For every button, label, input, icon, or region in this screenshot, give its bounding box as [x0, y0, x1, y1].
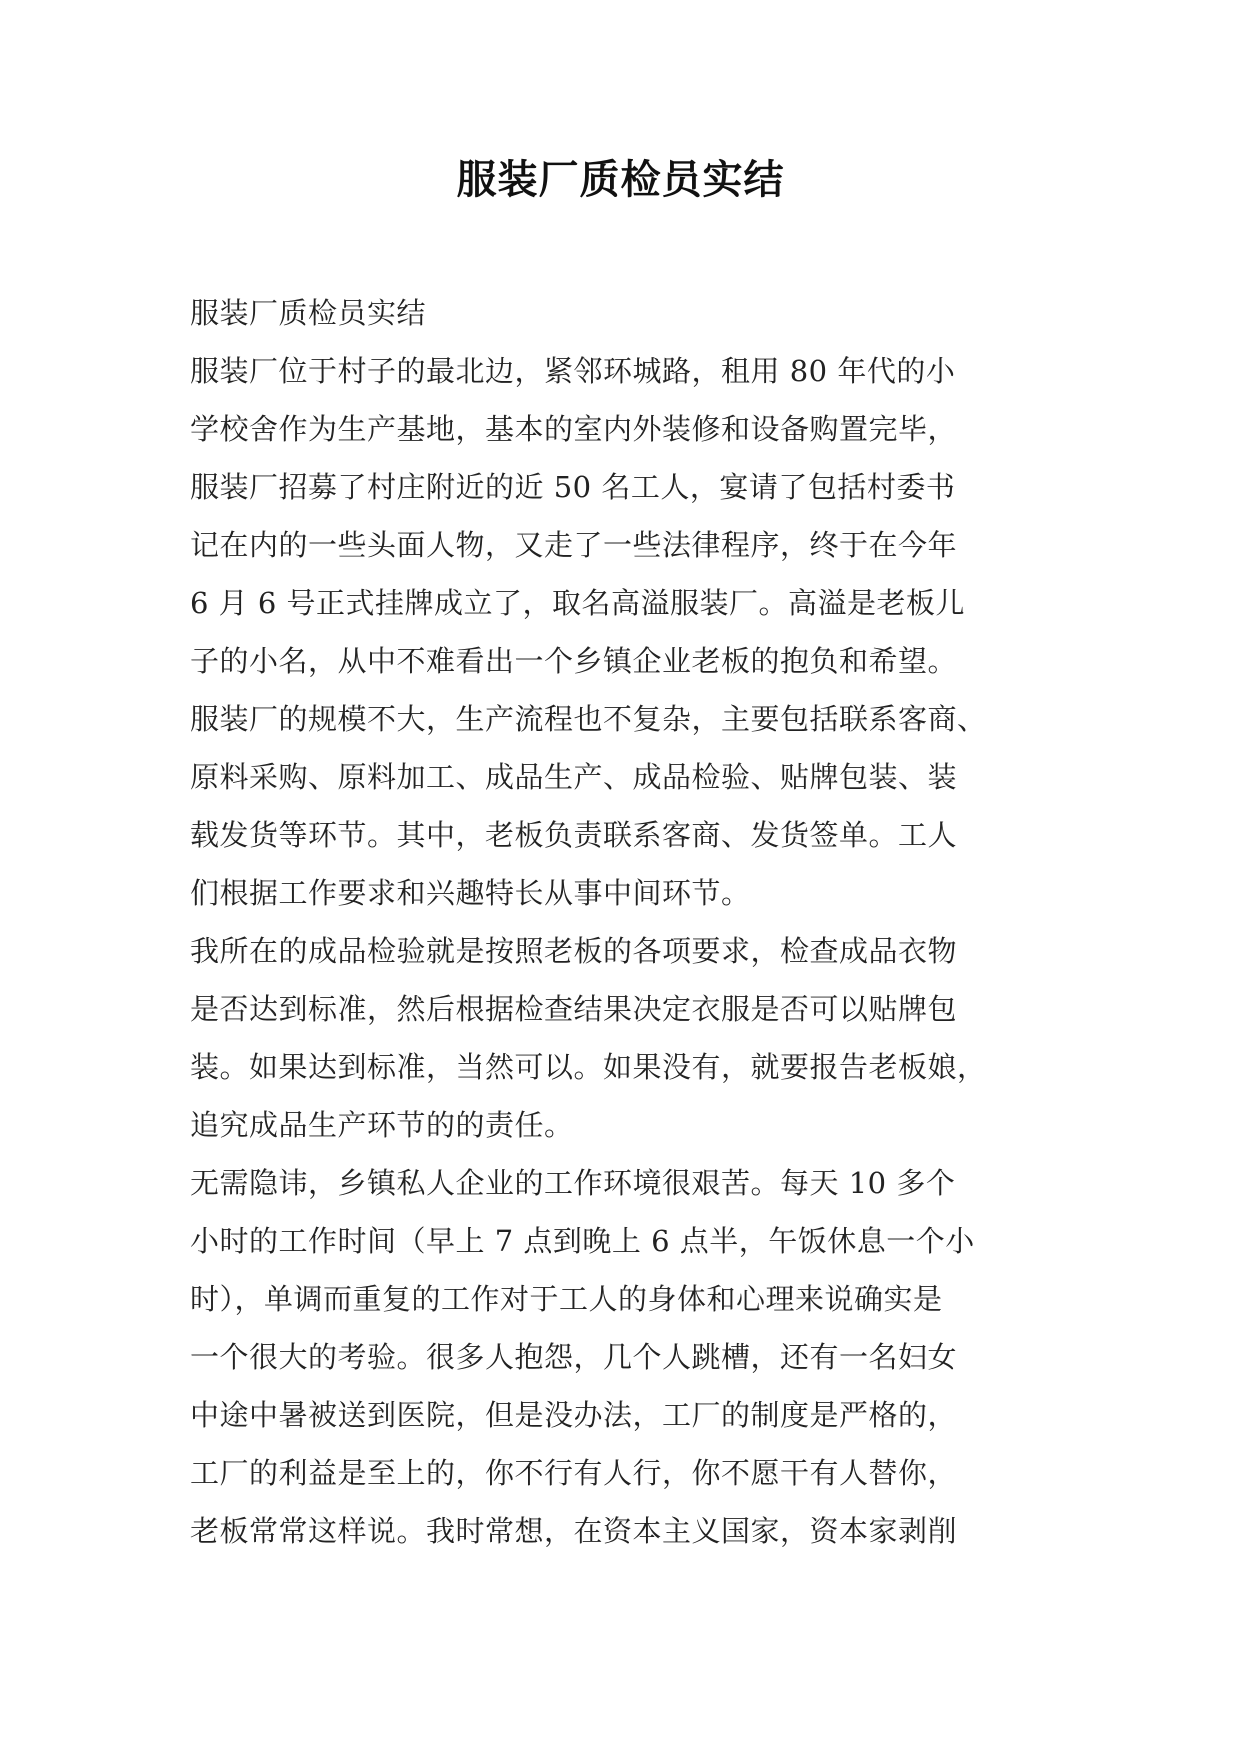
paragraph-line: 们根据工作要求和兴趣特长从事中间环节。: [190, 876, 751, 910]
paragraph-line: 服装厂位于村子的最北边，紧邻环城路，租用 80 年代的小: [190, 354, 956, 388]
paragraph-inspection-duty: [190, 922, 1070, 1154]
document-body: [190, 284, 1070, 1560]
paragraph-line: 服装厂的规模不大，生产流程也不复杂，主要包括联系客商、: [190, 702, 987, 736]
paragraph-line: 服装厂招募了村庄附近的近 50 名工人，宴请了包括村委书: [190, 470, 956, 504]
paragraph-line: 工厂的利益是至上的，你不行有人行，你不愿干有人替你，: [190, 1456, 958, 1490]
paragraph-line: 原料采购、原料加工、成品生产、成品检验、贴牌包装、装: [190, 760, 958, 794]
paragraph-line: 是否达到标准，然后根据检查结果决定衣服是否可以贴牌包: [190, 992, 958, 1026]
paragraph-line: 记在内的一些头面人物，又走了一些法律程序，终于在今年: [190, 528, 958, 562]
paragraph-line: 装。如果达到标准，当然可以。如果没有，就要报告老板娘，: [190, 1050, 987, 1084]
paragraph-line: 服装厂质检员实结: [190, 296, 427, 330]
paragraph-line: 载发货等环节。其中，老板负责联系客商、发货签单。工人: [190, 818, 958, 852]
paragraph-line: 子的小名，从中不难看出一个乡镇企业老板的抱负和希望。: [190, 644, 958, 678]
paragraph-line: 小时的工作时间（早上 7 点到晚上 6 点半，午饭休息一个小: [190, 1224, 975, 1258]
paragraph-line: 无需隐讳，乡镇私人企业的工作环境很艰苦。每天 10 多个: [190, 1166, 956, 1200]
paragraph-factory-intro: [190, 342, 1070, 922]
paragraph-line: 6 月 6 号正式挂牌成立了，取名高溢服装厂。高溢是老板儿: [190, 586, 966, 620]
paragraph-subtitle: [190, 284, 1070, 342]
page-title: 服装厂质检员实结: [456, 156, 785, 203]
paragraph-line: 老板常常这样说。我时常想，在资本主义国家，资本家剥削: [190, 1514, 958, 1548]
paragraph-line: 中途中暑被送到医院，但是没办法，工厂的制度是严格的，: [190, 1398, 958, 1432]
paragraph-line: 我所在的成品检验就是按照老板的各项要求，检查成品衣物: [190, 934, 958, 968]
paragraph-line: 时），单调而重复的工作对于工人的身体和心理来说确实是: [190, 1282, 943, 1316]
paragraph-line: 一个很大的考验。很多人抱怨，几个人跳槽，还有一名妇女: [190, 1340, 958, 1374]
paragraph-line: 学校舍作为生产基地，基本的室内外装修和设备购置完毕，: [190, 412, 958, 446]
paragraph-working-conditions: [190, 1154, 1070, 1560]
paragraph-line: 追究成品生产环节的的责任。: [190, 1108, 574, 1142]
